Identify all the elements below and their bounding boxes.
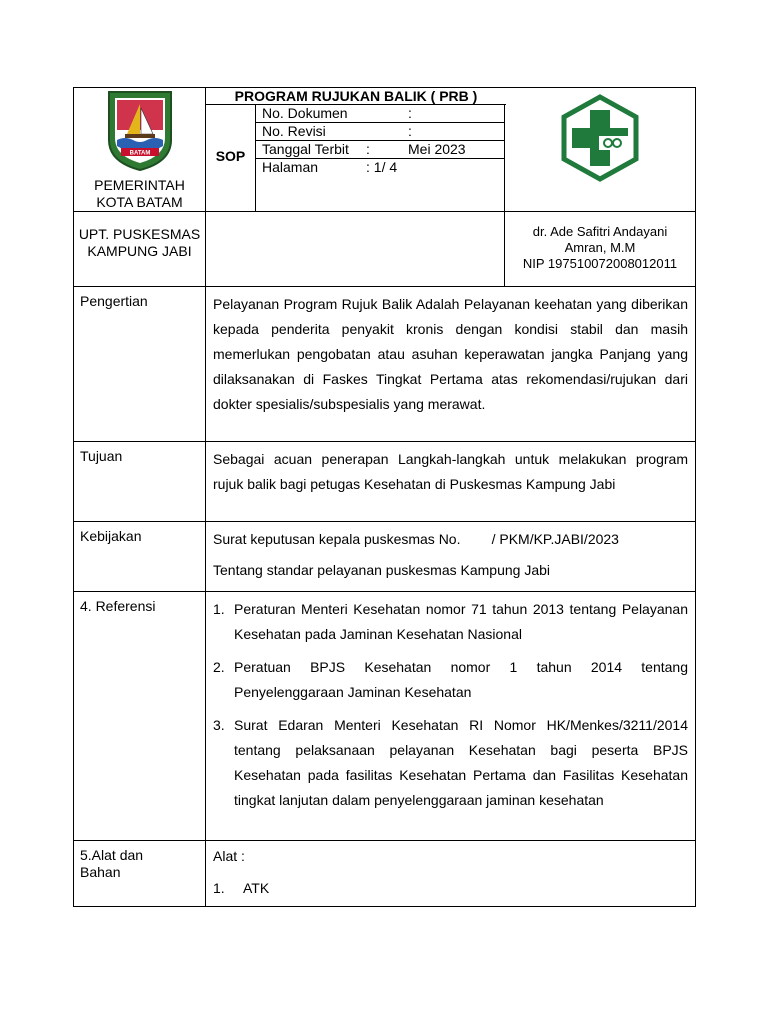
upt-cell [74,212,206,287]
alat-content [206,841,696,907]
kota-batam-crest-icon [74,90,205,175]
signer-name-2: Amran, M.M [564,240,636,255]
alat-label [74,841,206,907]
government-logo-cell [74,88,206,212]
upt-line-2: KAMPUNG JABI [87,243,192,259]
sop-label: SOP [215,148,246,164]
referensi-label: 4. Referensi [74,592,206,841]
puskesmas-logo-cell [505,88,696,212]
signature-cell [505,212,696,287]
meta-key-halaman: Halaman [262,159,319,175]
kebijakan-label: Kebijakan [74,522,206,592]
blank-cell [206,212,505,287]
sop-document [73,87,695,907]
signer-name-1: dr. Ade Safitri Andayani [532,224,668,239]
referensi-content [206,592,696,841]
meta-value-halaman: 1/ 4 [373,159,398,175]
sop-table [73,87,696,907]
referensi-list [213,597,688,813]
tujuan-label: Tujuan [74,442,206,522]
pengertian-label: Pengertian [74,287,206,442]
kebijakan-content [206,522,696,592]
list-item: 1. ATK [213,880,270,896]
list-item: 2. Peratuan BPJS Kesehatan nomor 1 tahun 2014 tentang Penyelenggaraan Jaminan Kesehatan [213,659,688,700]
sop-label-cell [206,88,256,212]
meta-key-tanggal-terbit: Tanggal Terbit [262,141,349,157]
gov-line-2: KOTA BATAM [96,194,183,210]
kebijakan-line-1: Surat keputusan kepala puskesmas No. / PKM/KP.JABI/2023 [213,531,619,547]
meta-key-no-dokumen: No. Dokumen [262,105,348,121]
alat-label-line-2: Bahan [80,864,121,880]
signer-nip: NIP 197510072008012011 [522,256,678,271]
tujuan-content [206,442,696,522]
list-item: 1. Peraturan Menteri Kesehatan nomor 71 tahun 2013 tentang Pelayanan Kesehatan pada Jaminan Kesehatan Nasional [213,601,688,642]
pengertian-text: Pelayanan Program Rujuk Balik Adalah Pelayanan keehatan yang diberikan kepada penderita penyakit kronis dengan kondisi stabil dan masih memerlukan pengobatan atau asuhan keperawatan jangka Panjang yang dilaksanakan di Faskes Tingkat Pertama atas rekomendasi/rujukan dari dokter spesialis/subspesialis yang merawat. [213,296,688,412]
kebijakan-line-2: Tentang standar pelayanan puskesmas Kampung Jabi [213,562,550,578]
tujuan-text: Sebagai acuan penerapan Langkah-langkah untuk melakukan program rujuk balik bagi petugas Kesehatan di Puskesmas Kampung Jabi [213,451,688,492]
gov-line-1: PEMERINTAH [94,177,185,193]
meta-value-tanggal-terbit: Mei 2023 [408,141,466,157]
meta-key-no-revisi: No. Revisi [262,123,326,139]
pengertian-content [206,287,696,442]
puskesmas-logo-icon [505,94,695,185]
document-meta-cell: PROGRAM RUJUKAN BALIK ( PRB ) No. Dokumen : No. Revisi : Tanggal Terbit : Mei 2023 Halaman : 1/ 4 [256,88,505,212]
crest-text: BATAM [129,150,150,157]
list-item: 3. Surat Edaran Menteri Kesehatan RI Nomor HK/Menkes/3211/2014 tentang pelaksanaan pelayanan Kesehatan bagi peserta BPJS Kesehatan pada fasilitas Kesehatan Pertama dan Fasilitas Kesehatan tingkat lanjutan dalam penyelenggaraan jaminan kesehatan [213,717,688,808]
document-title: PROGRAM RUJUKAN BALIK ( PRB ) [205,88,506,105]
alat-heading: Alat : [213,848,245,864]
alat-label-line-1: 5.Alat dan [80,847,144,863]
upt-line-1: UPT. PUSKESMAS [78,226,201,242]
